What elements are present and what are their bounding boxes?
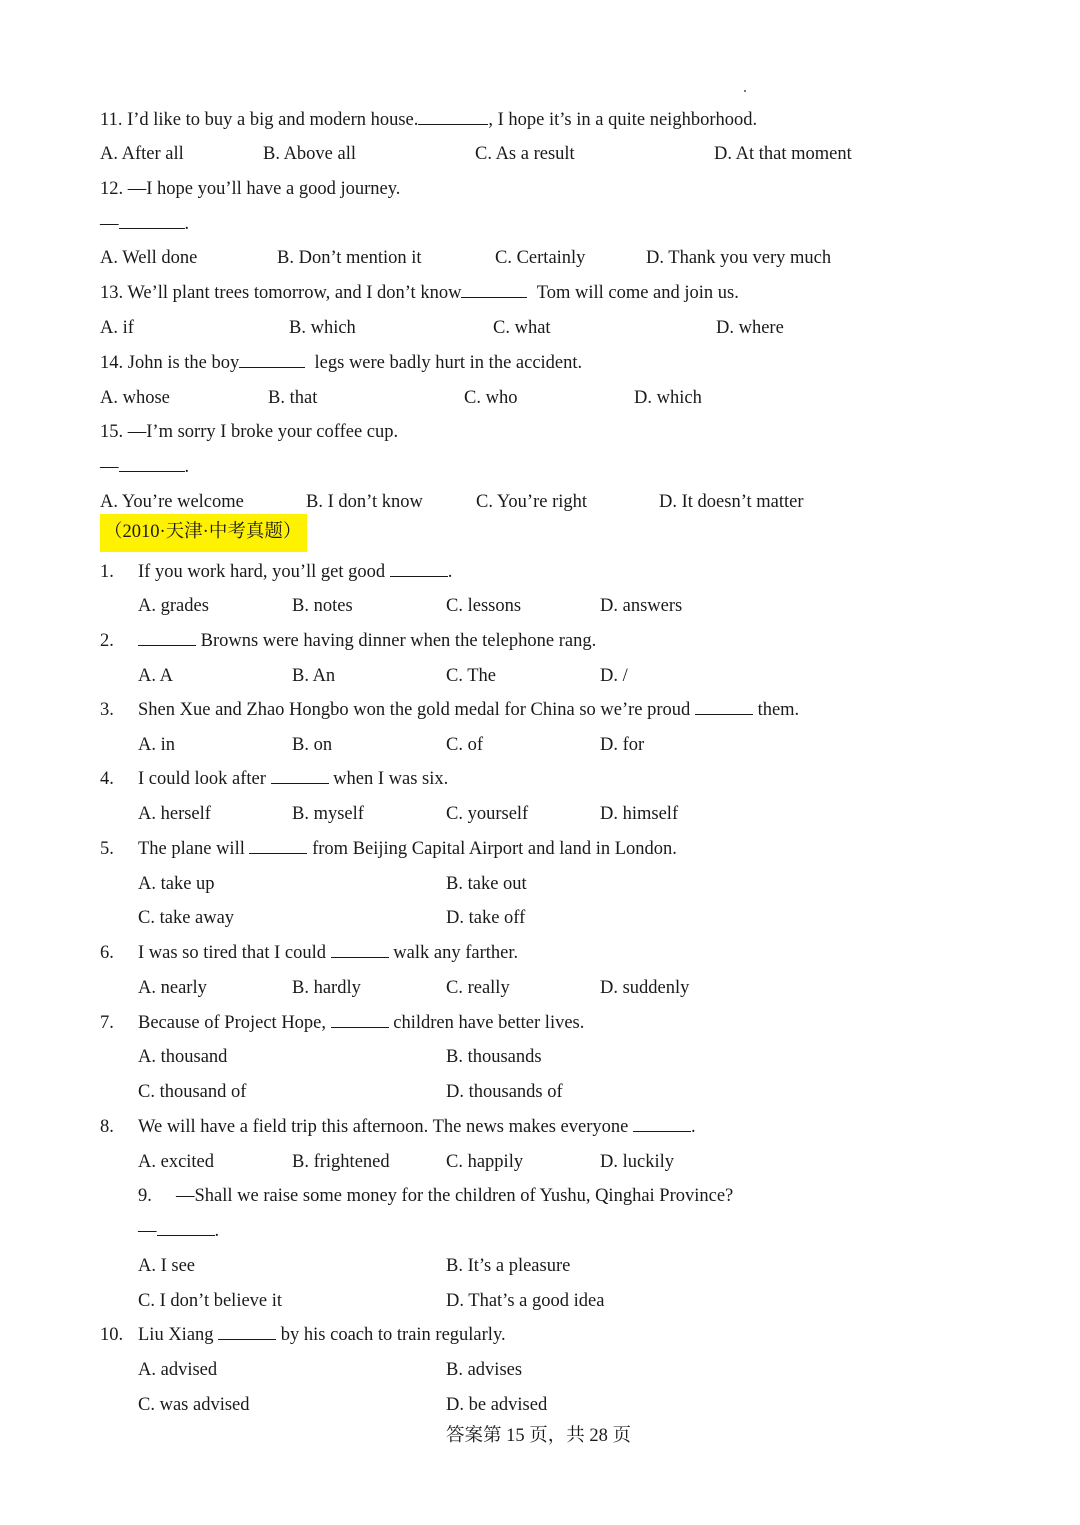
dash: — [100, 214, 119, 234]
option-a: A. if [100, 318, 134, 338]
question-stem: them. [757, 700, 800, 720]
option-c: C. what [493, 318, 551, 338]
period: . [690, 1117, 696, 1137]
question-stem: Liu Xiang [138, 1325, 214, 1345]
period: . [447, 562, 453, 582]
option-c: C. of [446, 735, 483, 755]
question-stem: If you work hard, you’ll get good [138, 562, 386, 582]
option-c: C. who [464, 388, 518, 408]
scan-speck [744, 90, 746, 92]
question-4 [100, 767, 448, 791]
question-stem: I’d like to buy a big and modern house. [127, 110, 419, 130]
option-d: D. be advised [446, 1395, 548, 1415]
option-d: D. luckily [600, 1152, 674, 1172]
section-source-label: （2010·天津·中考真题） [100, 514, 307, 552]
answer-blank [461, 281, 527, 298]
reply-line [100, 212, 189, 236]
option-a: A. thousand [138, 1047, 228, 1067]
question-1 [100, 560, 452, 584]
option-d: D. for [600, 735, 645, 755]
question-7 [100, 1011, 584, 1035]
option-c: C. As a result [475, 144, 575, 164]
answer-blank [119, 455, 185, 472]
period: . [214, 1221, 220, 1241]
option-b: B. notes [292, 596, 353, 616]
question-number: 4. [100, 769, 114, 789]
question-number: 6. [100, 943, 114, 963]
option-b: B. It’s a pleasure [446, 1256, 571, 1276]
answer-blank [157, 1219, 215, 1236]
question-number: 10. [100, 1325, 124, 1345]
option-a: A. After all [100, 144, 184, 164]
option-a: A. excited [138, 1152, 215, 1172]
option-b: B. that [268, 388, 318, 408]
page-footer: 答案第 15 页，共 28 页 [446, 1426, 632, 1446]
option-c: C. was advised [138, 1395, 250, 1415]
answer-blank [695, 698, 753, 715]
option-b: B. Don’t mention it [277, 248, 422, 268]
question-number: 14. [100, 353, 124, 373]
option-d: D. which [634, 388, 702, 408]
period: . [184, 214, 190, 234]
answer-blank [239, 351, 305, 368]
option-a: A. whose [100, 388, 170, 408]
question-stem: Browns were having dinner when the telephone rang. [200, 631, 597, 651]
option-d: D. thousands of [446, 1082, 563, 1102]
answer-blank [418, 108, 488, 125]
answer-blank [271, 767, 329, 784]
question-stem: —Shall we raise some money for the children of Yushu, Qinghai Province? [176, 1186, 734, 1206]
question-stem: The plane will [138, 839, 245, 859]
question-number: 8. [100, 1117, 114, 1137]
question-stem: children have better lives. [393, 1013, 585, 1033]
option-d: D. himself [600, 804, 679, 824]
answer-blank [119, 212, 185, 229]
question-stem: We will have a field trip this afternoon. The news makes everyone [138, 1117, 629, 1137]
question-stem: Because of Project Hope, [138, 1013, 327, 1033]
option-a: A. grades [138, 596, 209, 616]
option-b: B. on [292, 735, 333, 755]
option-d: D. answers [600, 596, 683, 616]
answer-blank [331, 1011, 389, 1028]
option-b: B. which [289, 318, 356, 338]
period: . [184, 457, 190, 477]
question-stem: I was so tired that I could [138, 943, 327, 963]
question-number: 9. [138, 1186, 152, 1206]
question-stem: —I hope you’ll have a good journey. [127, 179, 401, 199]
option-a: A. take up [138, 874, 215, 894]
question-11 [100, 108, 757, 132]
option-a: A. nearly [138, 978, 207, 998]
answer-blank [331, 941, 389, 958]
question-stem: Tom will come and join us. [536, 283, 739, 303]
option-d: D. take off [446, 908, 526, 928]
option-c: C. Certainly [495, 248, 586, 268]
question-stem: John is the boy [127, 353, 240, 373]
option-b: B. take out [446, 874, 527, 894]
question-stem: , I hope it’s in a quite neighborhood. [488, 110, 758, 130]
question-stem: walk any farther. [393, 943, 519, 963]
answer-blank [138, 629, 196, 646]
reply-line [100, 455, 189, 479]
option-a: A. herself [138, 804, 211, 824]
question-6 [100, 941, 518, 965]
option-b: B. thousands [446, 1047, 542, 1067]
question-number: 13. [100, 283, 124, 303]
question-stem: by his coach to train regularly. [280, 1325, 506, 1345]
answer-blank [633, 1115, 691, 1132]
option-d: D. suddenly [600, 978, 690, 998]
answer-blank [390, 560, 448, 577]
option-d: D. At that moment [714, 144, 852, 164]
question-8 [100, 1115, 696, 1139]
question-stem: from Beijing Capital Airport and land in London. [312, 839, 677, 859]
answer-blank [218, 1323, 276, 1340]
option-d: D. where [716, 318, 784, 338]
option-b: B. frightened [292, 1152, 390, 1172]
option-b: B. myself [292, 804, 364, 824]
question-number: 15. [100, 422, 124, 442]
question-10 [100, 1323, 506, 1347]
option-c: C. really [446, 978, 510, 998]
answer-blank [249, 837, 307, 854]
question-number: 2. [100, 631, 114, 651]
option-c: C. take away [138, 908, 235, 928]
option-a: A. A [138, 666, 173, 686]
option-b: B. An [292, 666, 336, 686]
question-number: 1. [100, 562, 114, 582]
question-15 [100, 420, 398, 444]
option-c: C. thousand of [138, 1082, 247, 1102]
option-c: C. yourself [446, 804, 529, 824]
question-number: 7. [100, 1013, 114, 1033]
option-c: C. You’re right [476, 492, 588, 512]
question-stem: legs were badly hurt in the accident. [314, 353, 583, 373]
question-number: 3. [100, 700, 114, 720]
option-b: B. I don’t know [306, 492, 423, 512]
option-b: B. Above all [263, 144, 357, 164]
question-14 [100, 351, 582, 375]
question-2 [100, 629, 596, 653]
option-d: D. / [600, 666, 628, 686]
question-stem: when I was six. [333, 769, 449, 789]
question-stem: I could look after [138, 769, 266, 789]
reply-line [138, 1219, 219, 1243]
question-number: 12. [100, 179, 124, 199]
option-b: B. advises [446, 1360, 523, 1380]
option-b: B. hardly [292, 978, 361, 998]
question-number: 5. [100, 839, 114, 859]
option-c: C. I don’t believe it [138, 1291, 283, 1311]
question-stem: —I’m sorry I broke your coffee cup. [127, 422, 399, 442]
option-a: A. Well done [100, 248, 198, 268]
option-a: A. I see [138, 1256, 196, 1276]
option-d: D. That’s a good idea [446, 1291, 605, 1311]
option-d: D. It doesn’t matter [659, 492, 804, 512]
question-9 [138, 1184, 733, 1208]
option-a: A. in [138, 735, 175, 755]
option-a: A. advised [138, 1360, 218, 1380]
option-c: C. happily [446, 1152, 524, 1172]
option-d: D. Thank you very much [646, 248, 832, 268]
question-12 [100, 177, 400, 201]
option-a: A. You’re welcome [100, 492, 244, 512]
question-number: 11. [100, 110, 123, 130]
option-c: C. The [446, 666, 497, 686]
question-5 [100, 837, 677, 861]
dash: — [138, 1221, 157, 1241]
dash: — [100, 457, 119, 477]
question-13 [100, 281, 739, 305]
question-stem: We’ll plant trees tomorrow, and I don’t know [127, 283, 462, 303]
question-stem: Shen Xue and Zhao Hongbo won the gold medal for China so we’re proud [138, 700, 691, 720]
option-c: C. lessons [446, 596, 522, 616]
question-3 [100, 698, 799, 722]
